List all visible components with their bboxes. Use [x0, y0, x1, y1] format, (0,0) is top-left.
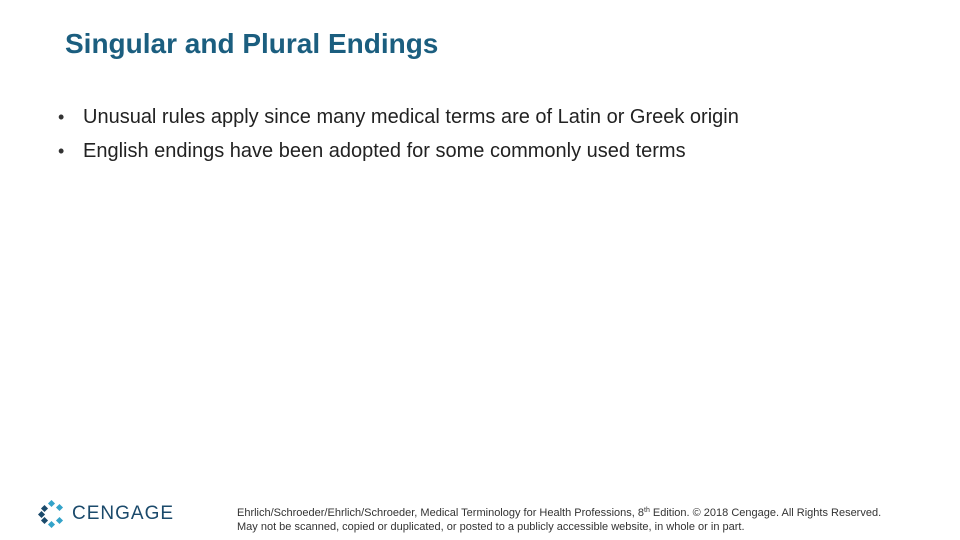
bullet-text: Unusual rules apply since many medical terms are of Latin or Greek origin: [83, 106, 739, 128]
copyright-line-2: May not be scanned, copied or duplicated, or posted to a publicly accessible website, in whole or in part.: [237, 521, 745, 533]
copyright-text-a: Ehrlich/Schroeder/Ehrlich/Schroeder, Medical Terminology for Health Professions, 8: [237, 507, 644, 519]
slide-title: Singular and Plural Endings: [65, 28, 439, 59]
bullet-item: [58, 100, 739, 134]
cengage-logo-icon: [38, 500, 66, 528]
bullet-dot-icon: •: [58, 107, 65, 127]
bullet-dot-icon: •: [58, 141, 65, 161]
bullet-list: [58, 100, 739, 168]
cengage-logo: [38, 498, 174, 530]
logo-text: CENGAGE: [72, 503, 175, 524]
copyright-sup: th: [644, 507, 650, 514]
bullet-item: [58, 134, 739, 168]
copyright-line-1: [237, 504, 881, 520]
bullet-text: English endings have been adopted for some commonly used terms: [83, 140, 686, 162]
copyright-notice: [237, 504, 881, 534]
copyright-text-b: Edition. © 2018 Cengage. All Rights Reserved.: [649, 507, 882, 519]
